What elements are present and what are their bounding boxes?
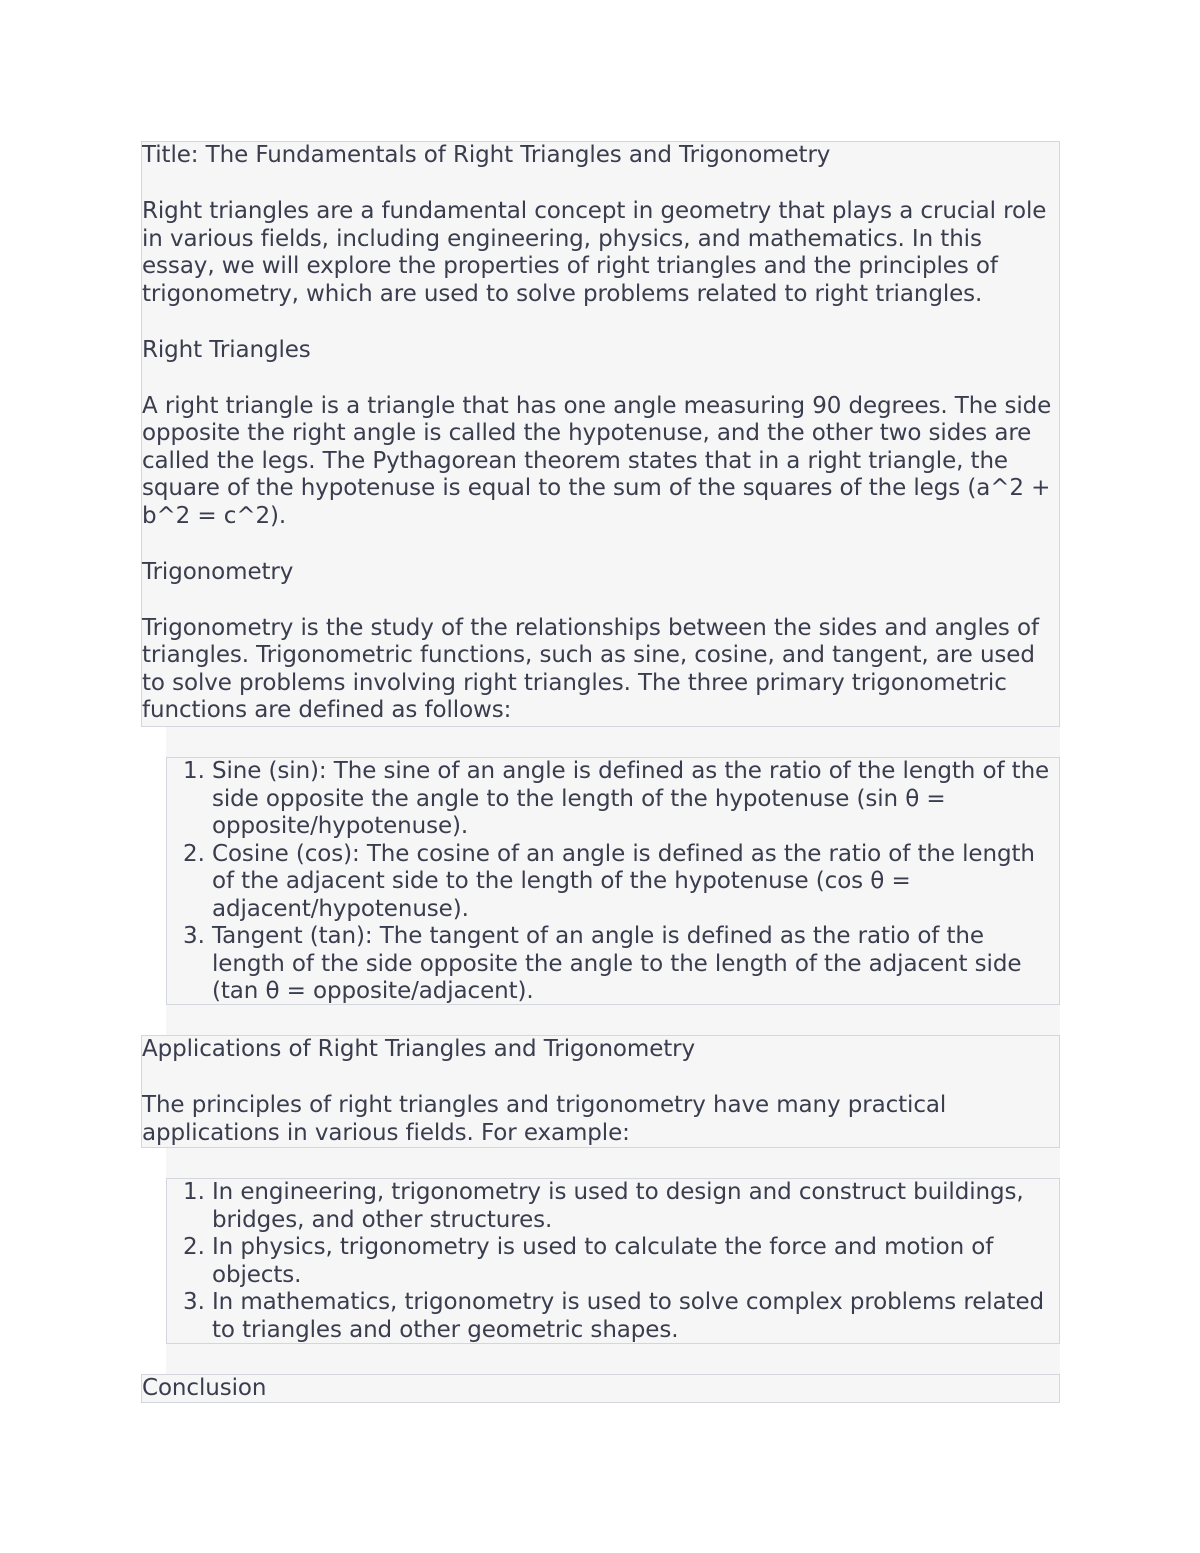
spacer	[166, 1148, 1060, 1178]
list-item: 2. Cosine (cos): The cosine of an angle is defined as the ratio of the length of the adjacent side to the length of the hypotenuse (cos θ = adjacent/hypotenuse).	[212, 841, 1051, 924]
heading-trigonometry: Trigonometry	[142, 558, 294, 585]
heading-conclusion: Conclusion	[142, 1375, 267, 1401]
heading-right-triangles: Right Triangles	[142, 336, 311, 363]
applications-paragraph: The principles of right triangles and trigonometry have many practical applications in various fields. For example:	[142, 1092, 947, 1146]
spacer	[166, 1344, 1060, 1374]
applications-list-box	[166, 1178, 1060, 1344]
functions-list-box	[166, 757, 1060, 1005]
trigonometry-paragraph: Trigonometry is the study of the relationships between the sides and angles of triangles. Trigonometric functions, such as sine, cosine, and tangent, are used to solve problems involving right triangles. The three primary trigonometric functions are defined as follows:	[142, 614, 1039, 723]
heading-applications: Applications of Right Triangles and Trigonometry	[142, 1036, 696, 1062]
applications-section	[141, 1035, 1060, 1148]
functions-list	[167, 758, 1051, 1006]
list-item: 2. In physics, trigonometry is used to calculate the force and motion of objects.	[212, 1234, 1051, 1289]
list-item: 3. In mathematics, trigonometry is used to solve complex problems related to triangles and other geometric shapes.	[212, 1289, 1051, 1344]
intro-paragraph: Right triangles are a fundamental concept in geometry that plays a crucial role in various fields, including engineering, physics, and mathematics. In this essay, we will explore the properties of right triangles and the principles of trigonometry, which are used to solve problems related to right triangles.	[142, 198, 1047, 307]
intro-section	[141, 141, 1060, 727]
conclusion-section	[141, 1374, 1060, 1403]
list-item: 3. Tangent (tan): The tangent of an angle is defined as the ratio of the length of the side opposite the angle to the length of the adjacent side (tan θ = opposite/adjacent).	[212, 923, 1051, 1006]
list-item: 1. In engineering, trigonometry is used to design and construct buildings, bridges, and other structures.	[212, 1179, 1051, 1234]
list-item: 1. Sine (sin): The sine of an angle is defined as the ratio of the length of the side opposite the angle to the length of the hypotenuse (sin θ = opposite/hypotenuse).	[212, 758, 1051, 841]
document-title: Title: The Fundamentals of Right Triangles and Trigonometry	[142, 142, 831, 168]
right-triangles-paragraph: A right triangle is a triangle that has one angle measuring 90 degrees. The side opposite the right angle is called the hypotenuse, and the other two sides are called the legs. The Pythagorean theorem states that in a right triangle, the square of the hypotenuse is equal to the sum of the squares of the legs (a^2 + b^2 = c^2).	[142, 392, 1052, 529]
applications-list	[167, 1179, 1051, 1344]
spacer	[166, 727, 1060, 757]
spacer	[166, 1005, 1060, 1035]
document	[141, 141, 1060, 1403]
